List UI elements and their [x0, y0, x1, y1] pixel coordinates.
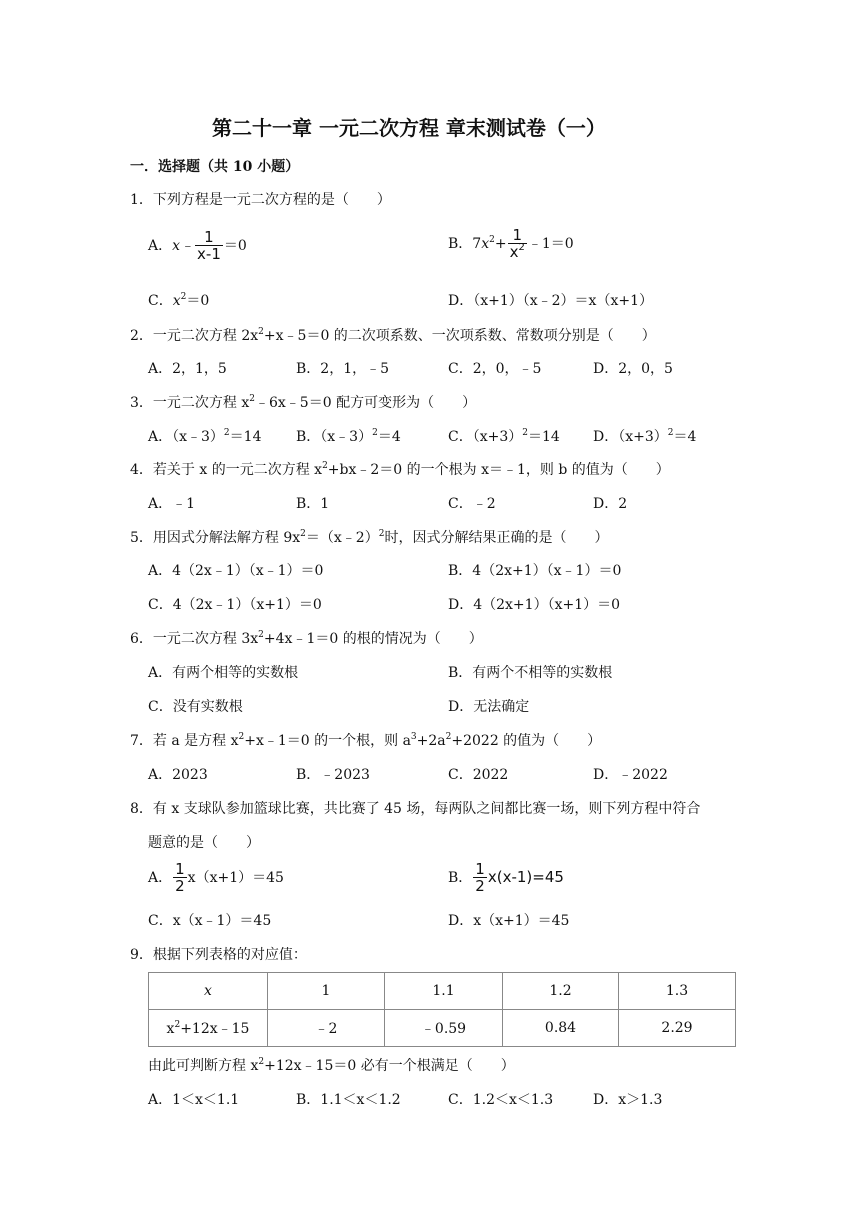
question-9-option-c: C．1.2＜x＜1.3 [448, 1092, 554, 1108]
question-4-stem: 4．若关于 x 的一元二次方程 $x^2+bx﹣2=0$ 的一个根为 x＝﹣1，则 b 的值为（ ） [130, 461, 670, 478]
table-cell: ﹣0.59 [385, 1010, 503, 1047]
question-5-option-d: D．4（2x+1）（x+1）＝0 [448, 597, 621, 613]
question-2-option-d: D．2，0，5 [593, 361, 673, 377]
question-7-option-c: C．2022 [448, 767, 509, 783]
question-8-stem-line-2: 题意的是（ ） [148, 835, 260, 851]
question-3-option-d: D．$(x+3)^2=4$ [593, 428, 697, 445]
table-cell: $x^2+12x﹣15$ [149, 1010, 268, 1047]
question-2-stem: 2．一元二次方程 $2x^2+x﹣5=0$ 的二次项系数、一次项系数、常数项分别是（ ） [130, 327, 656, 344]
question-4-option-b: B．1 [296, 496, 330, 512]
question-8-option-b: B． $\frac{1}{2}$ x(x-1)=45 [448, 860, 564, 895]
question-6-option-a: A．有两个相等的实数根 [148, 665, 299, 681]
question-1-option-c: C．$x^2=0$ [148, 292, 210, 309]
question-1-option-d: D．（x+1）（x﹣2）＝x（x+1） [448, 293, 653, 309]
question-6-option-b: B．有两个不相等的实数根 [448, 665, 613, 681]
question-6-option-c: C．没有实数根 [148, 699, 243, 715]
question-3-option-c: C．$(x+3)^2=14$ [448, 428, 560, 445]
question-8-stem-line-1: 8．有 x 支球队参加篮球比赛，共比赛了 45 场，每两队之间都比赛一场，则下列方程中符合 [130, 801, 701, 817]
table-cell: 1.3 [619, 973, 736, 1010]
question-7-option-b: B．﹣2023 [296, 767, 370, 783]
question-2-option-b: B．2，1，﹣5 [296, 361, 390, 377]
table-row [149, 1010, 736, 1047]
question-6-stem: 6．一元二次方程 $3x^2+4x﹣1=0$ 的根的情况为（ ） [130, 630, 483, 647]
question-4-option-d: D．2 [593, 496, 628, 512]
section-heading: 一．选择题（共 10 小题） [130, 159, 300, 175]
question-6-option-d: D．无法确定 [448, 699, 530, 715]
question-3-option-a: A．（x﹣3）$^2$＝14 [148, 428, 262, 445]
question-8-option-a: A． $\frac{1}{2}$ x（x+1）＝45 [148, 860, 284, 895]
question-9-stem: 9．根据下列表格的对应值： [130, 947, 307, 963]
question-9-option-d: D．x＞1.3 [593, 1092, 663, 1108]
question-2-option-c: C．2，0，﹣5 [448, 361, 542, 377]
question-7-option-d: D．﹣2022 [593, 767, 668, 783]
table-cell: 1 [268, 973, 385, 1010]
table-cell: 0.84 [503, 1010, 619, 1047]
question-9-follow-up: 由此可判断方程 $x^2+12x﹣15=0$ 必有一个根满足（ ） [148, 1057, 515, 1074]
table-row [149, 973, 736, 1010]
question-2-option-a: A．2，1，5 [148, 361, 227, 377]
question-9-option-b: B．1.1＜x＜1.2 [296, 1092, 401, 1108]
value-table [148, 972, 736, 1047]
question-3-option-b: B．（x﹣3）$^2$＝4 [296, 428, 401, 445]
question-8-option-d: D．x（x+1）＝45 [448, 913, 570, 929]
table-cell: 1.1 [385, 973, 503, 1010]
question-1-stem: 1．下列方程是一元二次方程的是（ ） [130, 192, 391, 208]
question-3-stem: 3．一元二次方程 $x^2﹣6x﹣5=0$ 配方可变形为（ ） [130, 394, 477, 411]
table-cell: ﹣2 [268, 1010, 385, 1047]
question-4-option-a: A．﹣1 [148, 496, 196, 512]
page-title: 第二十一章 一元二次方程 章末测试卷（一） [212, 116, 606, 140]
question-5-option-b: B．4（2x+1）（x﹣1）＝0 [448, 563, 622, 579]
question-5-option-a: A．4（2x﹣1）（x﹣1）＝0 [148, 563, 324, 579]
table-cell: 2.29 [619, 1010, 736, 1047]
question-5-stem: 5．用因式分解法解方程 $9x^2=(x﹣2)^2$时，因式分解结果正确的是（ ） [130, 529, 609, 546]
question-5-option-c: C．4（2x﹣1）（x+1）＝0 [148, 597, 322, 613]
question-9-option-a: A．1＜x＜1.1 [148, 1092, 240, 1108]
question-7-stem: 7．若 a 是方程 $x^2+x﹣1=0$ 的一个根，则 $a^3+2a^2+2022$ 的值为（ ） [130, 732, 602, 749]
question-4-option-c: C．﹣2 [448, 496, 496, 512]
question-8-option-c: C．x（x﹣1）＝45 [148, 913, 272, 929]
question-7-option-a: A．2023 [148, 767, 208, 783]
question-1-option-b: B．$7x^2+$ $\frac{1}{x^2}$ ﹣1＝0 [448, 226, 574, 261]
table-cell: 1.2 [503, 973, 619, 1010]
table-cell: x [149, 973, 268, 1010]
question-1-option-a: A．x﹣ $\frac{1}{x-1}$ ＝0 [148, 228, 247, 263]
